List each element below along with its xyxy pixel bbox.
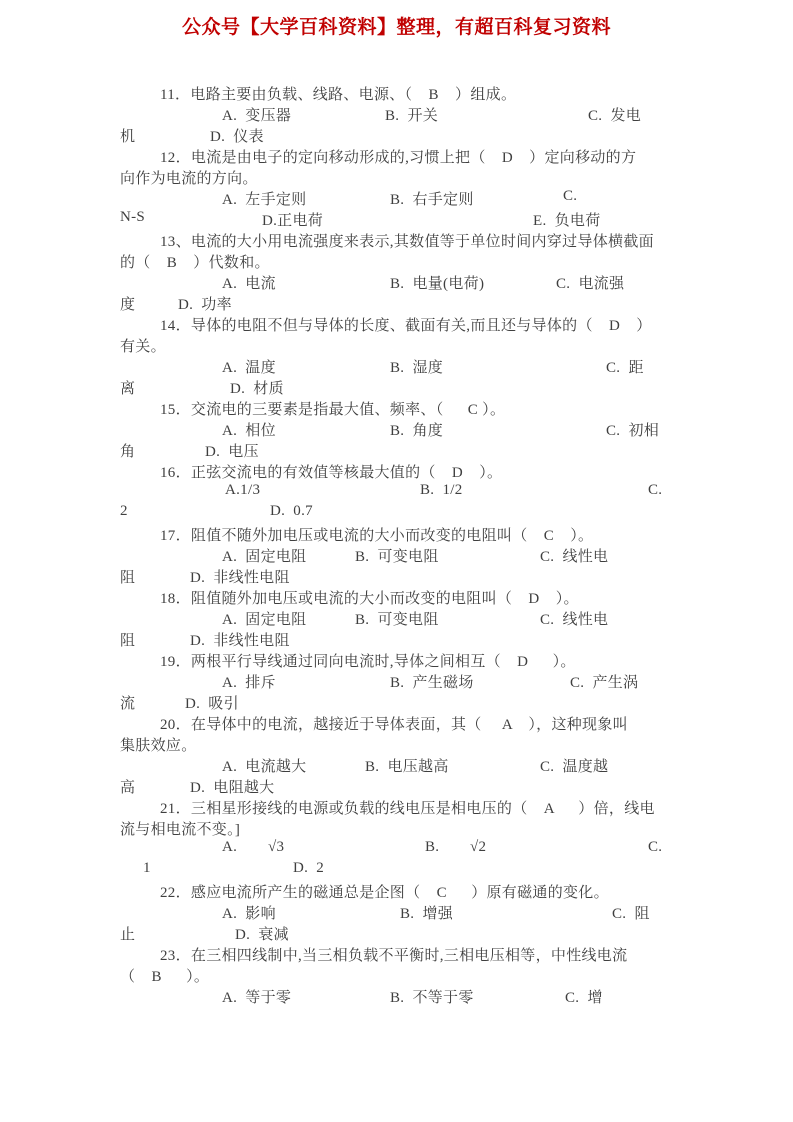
document-line (0, 356, 793, 377)
text-segment: 机 (120, 129, 136, 145)
text-segment: B. 增强 (400, 906, 454, 922)
text-segment: C. (563, 188, 578, 204)
text-segment: 17．阻值不随外加电压或电流的大小而改变的电阻叫（ C ）。 (160, 528, 594, 544)
document-line (0, 734, 793, 755)
text-segment: 12．电流是由电子的定向移动形成的,习惯上把（ D ）定向移动的方 (160, 150, 637, 166)
text-segment: A. 相位 (222, 423, 276, 439)
text-segment: A. 固定电阻 (222, 612, 307, 628)
document-line (0, 377, 793, 398)
text-segment: 流与相电流不变。] (120, 822, 241, 838)
text-segment: D. 电压 (205, 444, 259, 460)
text-segment: B. 电量(电荷) (390, 276, 485, 292)
text-segment: B. 湿度 (390, 360, 444, 376)
document-line (0, 419, 793, 440)
text-segment: D. 2 (293, 860, 325, 876)
text-segment: B. 产生磁场 (390, 675, 474, 691)
text-segment: N-S (120, 209, 146, 225)
text-segment: C. 初相 (606, 423, 660, 439)
document-title: 公众号【大学百科资料】整理，有超百科复习资料 (181, 17, 611, 38)
text-segment: A. 影响 (222, 906, 276, 922)
text-segment: 18．阻值随外加电压或电流的大小而改变的电阻叫（ D ）。 (160, 591, 579, 607)
text-segment: D. 吸引 (185, 696, 239, 712)
text-segment: B. 开关 (385, 108, 439, 124)
document-line (0, 629, 793, 650)
text-segment: A. 排斥 (222, 675, 276, 691)
text-segment: C. 阻 (612, 906, 650, 922)
document-line (0, 482, 793, 503)
document-line (0, 440, 793, 461)
text-segment: 度 (120, 297, 136, 313)
document-line (0, 398, 793, 419)
document-line (0, 608, 793, 629)
text-segment: D. 非线性电阻 (190, 570, 290, 586)
text-segment: 流 (120, 696, 136, 712)
document-line (0, 545, 793, 566)
text-segment: 20．在导体中的电流，越接近于导体表面，其（ A ），这种现象叫 (160, 717, 628, 733)
text-segment: 角 (120, 444, 136, 460)
text-segment: C. 产生涡 (570, 675, 639, 691)
text-segment: D. 功率 (178, 297, 232, 313)
text-segment: B. 电压越高 (365, 759, 449, 775)
document-line (0, 272, 793, 293)
text-segment: √2 (470, 839, 487, 855)
document-line (0, 230, 793, 251)
document-line (0, 881, 793, 902)
document-line (0, 986, 793, 1007)
document-line (0, 944, 793, 965)
text-segment: A. 固定电阻 (222, 549, 307, 565)
text-segment: A. 电流 (222, 276, 276, 292)
document-line (0, 251, 793, 272)
text-segment: 阻 (120, 633, 136, 649)
text-segment: 有关。 (120, 339, 166, 355)
text-segment: D.正电荷 (262, 213, 324, 229)
document-line (0, 671, 793, 692)
document-line (0, 692, 793, 713)
text-segment: C. 线性电 (540, 612, 609, 628)
text-segment: C. 距 (606, 360, 644, 376)
text-segment: D. 电阻越大 (190, 780, 275, 796)
document-line (0, 587, 793, 608)
document-line (0, 461, 793, 482)
text-segment: C. 增 (565, 990, 603, 1006)
text-segment: 高 (120, 780, 136, 796)
text-segment: C. (648, 839, 663, 855)
document-line (0, 566, 793, 587)
text-segment: 23．在三相四线制中,当三相负载不平衡时,三相电压相等，中性线电流 (160, 948, 628, 964)
document-line (0, 104, 793, 125)
document-line (0, 713, 793, 734)
document-line (0, 83, 793, 104)
text-segment: A. 等于零 (222, 990, 292, 1006)
document-line (0, 860, 793, 881)
text-segment: 14．导体的电阻不但与导体的长度、截面有关,而且还与导体的（ D ） (160, 318, 652, 334)
text-segment: C. 发电 (588, 108, 642, 124)
document-line (0, 776, 793, 797)
document-line (0, 965, 793, 986)
text-segment: （ B ）。 (120, 969, 210, 985)
text-segment: E. 负电荷 (533, 213, 601, 229)
document-line (0, 902, 793, 923)
document-line (0, 146, 793, 167)
text-segment: C. 温度越 (540, 759, 609, 775)
text-segment: B. (425, 839, 440, 855)
text-segment: D. 仪表 (210, 129, 264, 145)
text-segment: C. 电流强 (556, 276, 625, 292)
text-segment: A. 变压器 (222, 108, 292, 124)
document-line (0, 923, 793, 944)
text-segment: C. (648, 482, 663, 498)
text-segment: B. 可变电阻 (355, 612, 439, 628)
document-line (0, 314, 793, 335)
document-line (0, 188, 793, 209)
text-segment: A. 电流越大 (222, 759, 307, 775)
text-segment: 15．交流电的三要素是指最大值、频率、（ C ）。 (160, 402, 506, 418)
document-line (0, 524, 793, 545)
document-line (0, 755, 793, 776)
text-segment: B. 不等于零 (390, 990, 474, 1006)
text-segment: C. 线性电 (540, 549, 609, 565)
text-segment: 离 (120, 381, 136, 397)
text-segment: 16．正弦交流电的有效值等核最大值的（ D ）。 (160, 465, 503, 481)
text-segment: B. 角度 (390, 423, 444, 439)
text-segment: 11．电路主要由负载、线路、电源、（ B ）组成。 (160, 87, 517, 103)
text-segment: A. (222, 839, 238, 855)
text-segment: 集肤效应。 (120, 738, 197, 754)
text-segment: B. 右手定则 (390, 192, 474, 208)
text-segment: D. 非线性电阻 (190, 633, 290, 649)
document-line (0, 797, 793, 818)
document-line (0, 335, 793, 356)
document-line (0, 818, 793, 839)
text-segment: A. 左手定则 (222, 192, 307, 208)
text-segment: 21．三相星形接线的电源或负载的线电压是相电压的（ A ）倍，线电 (160, 801, 655, 817)
text-segment: √3 (268, 839, 285, 855)
text-segment: 止 (120, 927, 136, 943)
document-body (0, 83, 793, 1007)
text-segment: 阻 (120, 570, 136, 586)
document-line (0, 293, 793, 314)
text-segment: 向作为电流的方向。 (120, 171, 258, 187)
document-line (0, 125, 793, 146)
text-segment: 1 (143, 860, 151, 876)
text-segment: D. 衰减 (235, 927, 289, 943)
text-segment: D. 0.7 (270, 503, 313, 519)
text-segment: A. 温度 (222, 360, 276, 376)
text-segment: 22．感应电流所产生的磁通总是企图（ C ）原有磁通的变化。 (160, 885, 609, 901)
document-line (0, 839, 793, 860)
text-segment: 13、电流的大小用电流强度来表示,其数值等于单位时间内穿过导体横截面 (160, 234, 654, 250)
document-line (0, 167, 793, 188)
text-segment: D. 材质 (230, 381, 284, 397)
text-segment: A.1/3 (225, 482, 261, 498)
document-line (0, 503, 793, 524)
document-line (0, 209, 793, 230)
text-segment: 19．两根平行导线通过同向电流时,导体之间相互（ D ）。 (160, 654, 576, 670)
text-segment: 2 (120, 503, 128, 519)
text-segment: 的（ B ）代数和。 (120, 255, 270, 271)
text-segment: B. 可变电阻 (355, 549, 439, 565)
text-segment: B. 1/2 (420, 482, 463, 498)
document-line (0, 650, 793, 671)
